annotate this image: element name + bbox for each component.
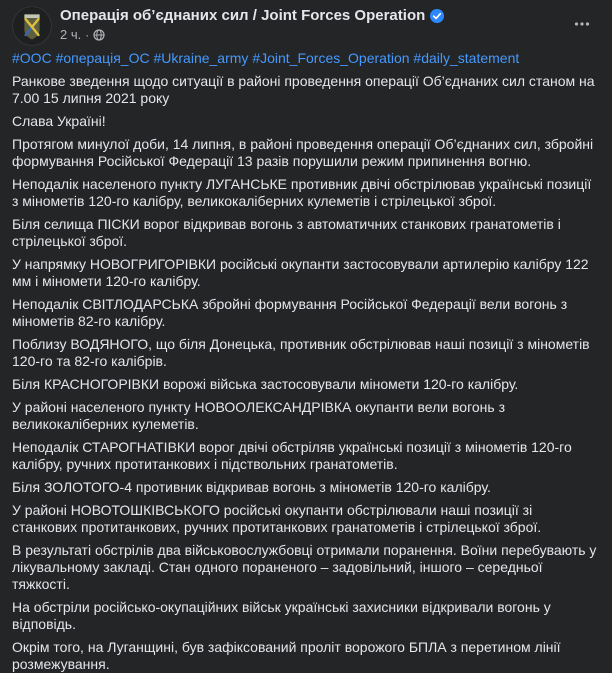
- post-paragraph: Слава Україні!: [12, 113, 106, 129]
- page-avatar[interactable]: [12, 6, 52, 46]
- post-paragraph: Протягом минулої доби, 14 липня, в районі проведення операції Об’єднаних сил, збройні формування Російської Федерації 13 разів порушили режим припинення вогню.: [12, 136, 594, 169]
- hashtag-link[interactable]: #операція_ОС: [55, 50, 150, 66]
- post-timestamp[interactable]: 2 ч.: [60, 27, 82, 42]
- hashtag-link[interactable]: #daily_statement: [413, 50, 520, 66]
- post-paragraph: На обстріли російсько-окупаційних військ українські захисники відкривали вогонь у відповідь.: [12, 599, 551, 632]
- ellipsis-icon: [573, 15, 591, 33]
- post-paragraph: Біля ЗОЛОТОГО-4 противник відкривав вогонь з мінометів 120-го калібру.: [12, 479, 491, 495]
- post-meta-row: [60, 27, 566, 43]
- post-header-info: [60, 6, 566, 43]
- globe-privacy-icon: [93, 29, 105, 41]
- post-paragraph: В результаті обстрілів два військовослужбовці отримали поранення. Воїни перебувають у лікувальному закладі. Стан одного пораненого – задовільний, іншого – середньої тяжкості.: [12, 542, 597, 592]
- post-paragraph: Поблизу ВОДЯНОГО, що біля Донецька, противник обстрілював наші позиції з мінометів 120-го та 82-го калібрів.: [12, 336, 590, 369]
- post-paragraph: Неподалік СТАРОГНАТІВКИ ворог двічі обстріляв українські позиції з мінометів 120-го калібру, ручних протитанкових і підствольних гранатометів.: [12, 439, 572, 472]
- post-paragraph: Окрім того, на Луганщині, був зафіксований проліт ворожого БПЛА з перетином лінії розмежування.: [12, 639, 561, 672]
- post-paragraph: У районі НОВОТОШКІВСЬКОГО російські окупанти обстрілювали наші позиції зі станкових протитанкових, ручних протитанкових гранатометів і стрілецької зброї.: [12, 502, 542, 535]
- military-shield-emblem-icon: [12, 6, 52, 46]
- more-options-button[interactable]: [566, 8, 598, 40]
- post-paragraph: Неподалік СВІТЛОДАРСЬКА збройні формування Російської Федерації вели вогонь з мінометів 82-го калібру.: [12, 296, 568, 329]
- page-name-link[interactable]: Операція об’єднаних сил / Joint Forces Operation: [60, 7, 426, 24]
- post-body: [0, 48, 612, 673]
- post-paragraph: У напрямку НОВОГРИГОРІВКИ російські окупанти застосовували артилерію калібру 122 мм і міномети 120-го калібру.: [12, 256, 589, 289]
- post-paragraph: Ранкове зведення щодо ситуації в районі проведення операції Об’єднаних сил станом на 7.00 15 липня 2021 року: [12, 73, 595, 106]
- hashtag-link[interactable]: #Joint_Forces_Operation: [252, 50, 410, 66]
- post-paragraph: Біля селища ПІСКИ ворог відкривав вогонь з автоматичних станкових гранатометів і стрілецької зброї.: [12, 216, 561, 249]
- post-paragraph: Неподалік населеного пункту ЛУГАНСЬКЕ противник двічі обстрілював українські позиції з мінометів 120-го калібру, великокаліберних кулеметів і стрілецької зброї.: [12, 176, 592, 209]
- post-header: [0, 0, 612, 48]
- meta-separator: ·: [85, 28, 90, 42]
- hashtag-link[interactable]: #ООС: [12, 50, 52, 66]
- page-name-row: [60, 6, 566, 25]
- hashtag-link[interactable]: #Ukraine_army: [153, 50, 249, 66]
- post-paragraph: Біля КРАСНОГОРІВКИ ворожі війська застосовували міномети 120-го калібру.: [12, 376, 519, 392]
- verified-badge-icon: [430, 9, 444, 23]
- post-paragraph: У районі населеного пункту НОВООЛЕКСАНДРІВКА окупанти вели вогонь з великокаліберних кулеметів.: [12, 399, 505, 432]
- post-hashtags: [12, 50, 598, 67]
